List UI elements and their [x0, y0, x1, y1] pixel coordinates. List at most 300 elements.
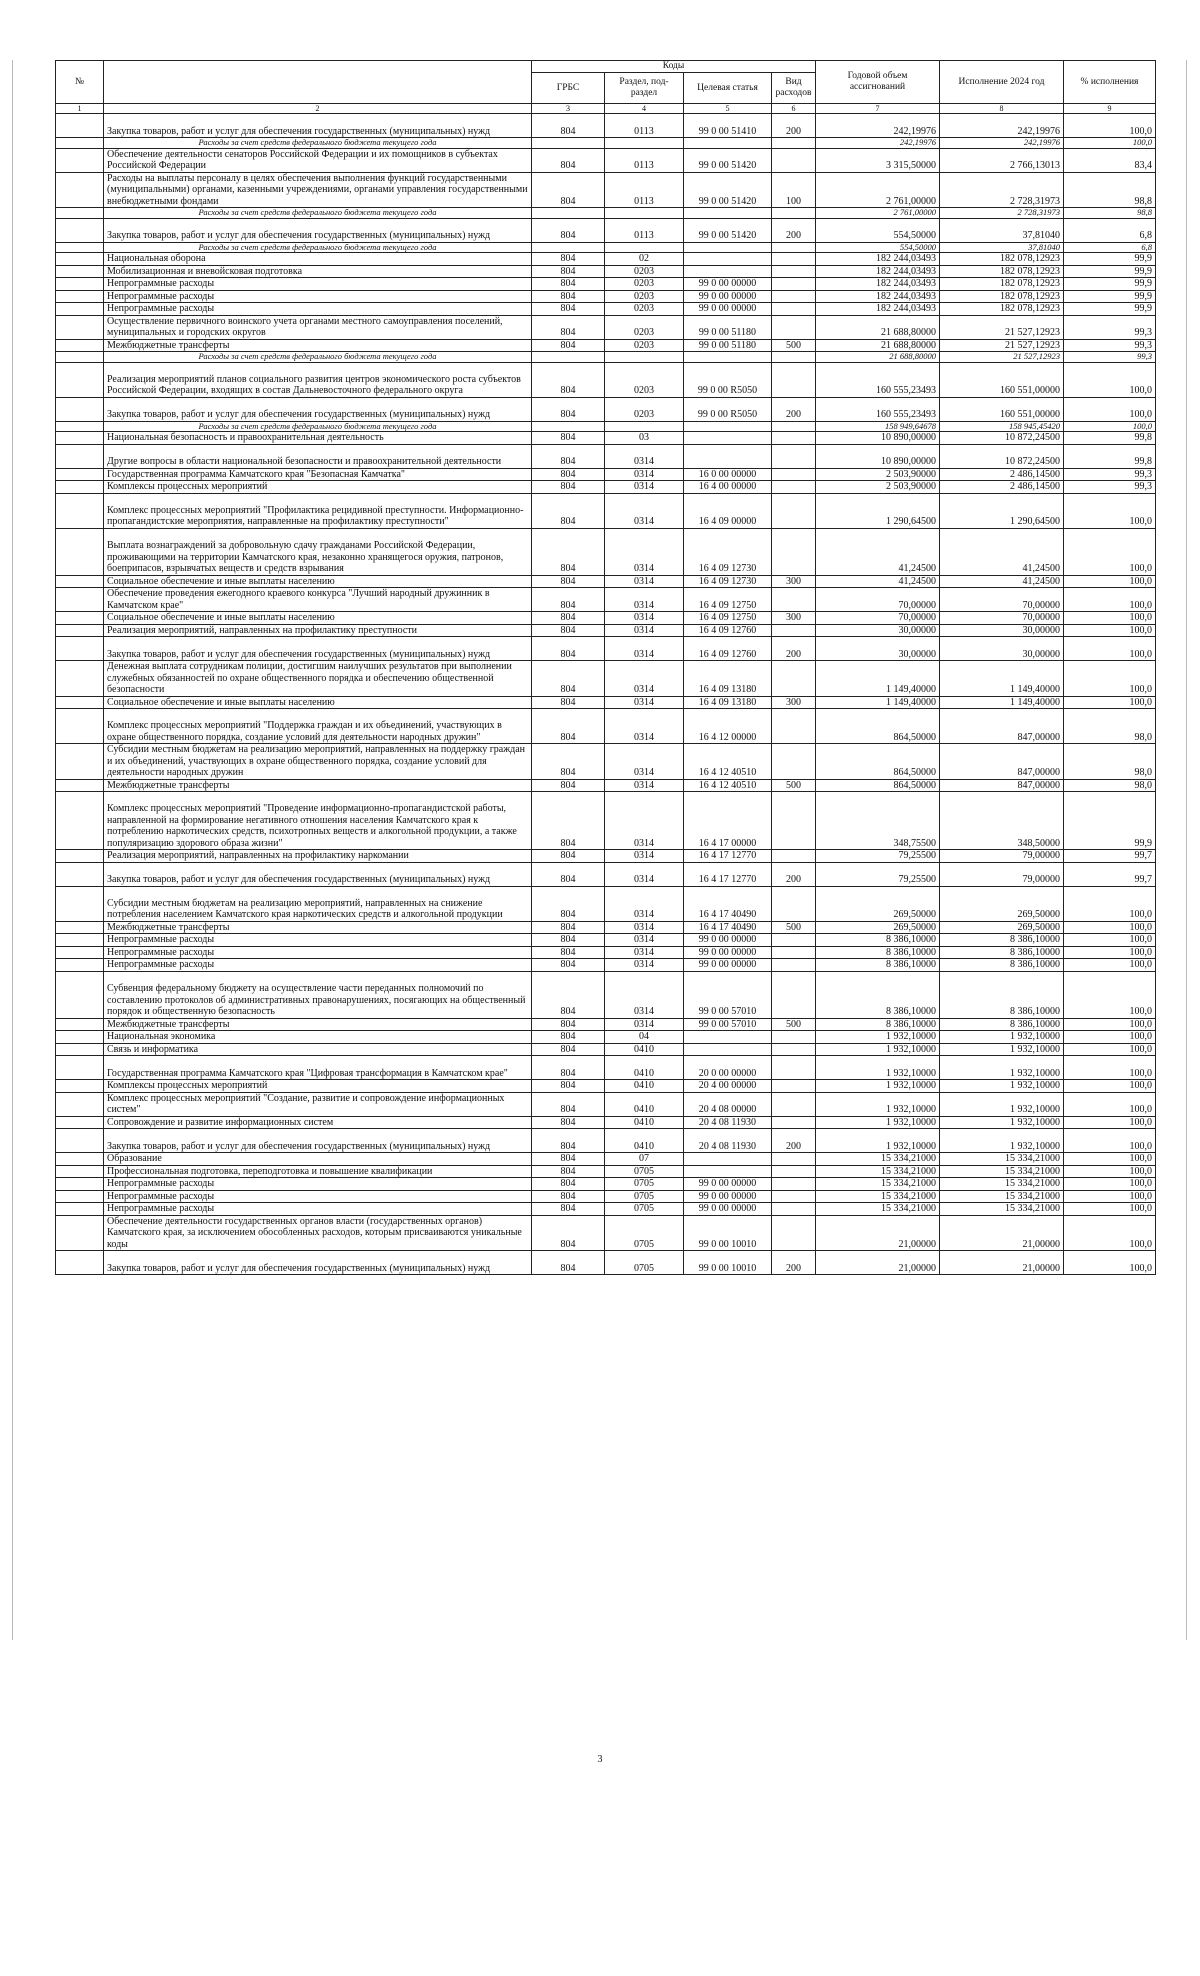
- table-row: [56, 1031, 1156, 1044]
- cell-expense-type: [772, 1165, 816, 1178]
- cell-expense-type: [772, 208, 816, 219]
- table-row: [56, 397, 1156, 421]
- cell-target-article: [684, 208, 772, 219]
- header-section: Раздел, под-раздел: [605, 73, 684, 104]
- cell-execution: 41,24500: [940, 528, 1064, 575]
- cell-section: 0314: [605, 1018, 684, 1031]
- table-row: [56, 339, 1156, 352]
- cell-number: [56, 612, 104, 625]
- cell-expense-type: [772, 1178, 816, 1191]
- cell-grbs: 804: [532, 339, 605, 352]
- cell-grbs: 804: [532, 1043, 605, 1056]
- cell-name: Закупка товаров, работ и услуг для обеспечения государственных (муниципальных) нужд: [104, 218, 532, 242]
- cell-execution: 847,00000: [940, 744, 1064, 780]
- cell-section: 0705: [605, 1203, 684, 1216]
- cell-grbs: 804: [532, 481, 605, 494]
- cell-number: [56, 779, 104, 792]
- cell-execution: 30,00000: [940, 637, 1064, 661]
- cell-expense-type: [772, 588, 816, 612]
- cell-expense-type: 100: [772, 172, 816, 208]
- cell-name: Социальное обеспечение и иные выплаты населению: [104, 612, 532, 625]
- table-row: [56, 946, 1156, 959]
- cell-percent: 100,0: [1064, 362, 1156, 397]
- cell-number: [56, 624, 104, 637]
- cell-target-article: 16 4 17 12770: [684, 862, 772, 886]
- cell-name: Социальное обеспечение и иные выплаты населению: [104, 575, 532, 588]
- cell-annual-volume: 8 386,10000: [816, 946, 940, 959]
- cell-expense-type: [772, 1092, 816, 1116]
- cell-number: [56, 1056, 104, 1080]
- cell-number: [56, 971, 104, 1018]
- cell-name: Профессиональная подготовка, переподготовка и повышение квалификации: [104, 1165, 532, 1178]
- cell-grbs: 804: [532, 792, 605, 850]
- cell-grbs: 804: [532, 265, 605, 278]
- cell-annual-volume: 15 334,21000: [816, 1190, 940, 1203]
- cell-name: Непрограммные расходы: [104, 278, 532, 291]
- cell-number: [56, 637, 104, 661]
- cell-target-article: 99 0 00 00000: [684, 290, 772, 303]
- cell-annual-volume: 1 932,10000: [816, 1129, 940, 1153]
- cell-annual-volume: 15 334,21000: [816, 1178, 940, 1191]
- cell-percent: 100,0: [1064, 421, 1156, 432]
- cell-annual-volume: 864,50000: [816, 709, 940, 744]
- cell-percent: 100,0: [1064, 971, 1156, 1018]
- cell-target-article: 99 0 00 51180: [684, 339, 772, 352]
- cell-grbs: 804: [532, 290, 605, 303]
- cell-grbs: 804: [532, 709, 605, 744]
- cell-percent: 100,0: [1064, 1215, 1156, 1251]
- cell-execution: 242,19976: [940, 114, 1064, 138]
- cell-percent: 100,0: [1064, 934, 1156, 947]
- cell-percent: 100,0: [1064, 921, 1156, 934]
- cell-percent: 100,0: [1064, 1080, 1156, 1093]
- cell-section: 04: [605, 1031, 684, 1044]
- table-row: [56, 444, 1156, 468]
- cell-grbs: 804: [532, 1251, 605, 1275]
- cell-section: 0203: [605, 339, 684, 352]
- cell-execution: 269,50000: [940, 921, 1064, 934]
- cell-target-article: 99 0 00 00000: [684, 946, 772, 959]
- cell-expense-type: [772, 481, 816, 494]
- cell-number: [56, 397, 104, 421]
- cell-grbs: 804: [532, 1129, 605, 1153]
- cell-number: [56, 1215, 104, 1251]
- cell-percent: 99,3: [1064, 315, 1156, 339]
- cell-execution: 21,00000: [940, 1251, 1064, 1275]
- cell-grbs: [532, 352, 605, 363]
- cell-expense-type: 200: [772, 637, 816, 661]
- cell-section: 0705: [605, 1251, 684, 1275]
- cell-name: Субвенция федеральному бюджету на осуществление части переданных полномочий по составлению протоколов об административных правонарушениях, посягающих на общественный порядок и общественную безопасность: [104, 971, 532, 1018]
- table-row: [56, 493, 1156, 528]
- cell-annual-volume: 1 932,10000: [816, 1043, 940, 1056]
- cell-percent: 99,3: [1064, 468, 1156, 481]
- cell-name: Комплекс процессных мероприятий "Создание, развитие и сопровождение информационных систем": [104, 1092, 532, 1116]
- cell-percent: 99,8: [1064, 432, 1156, 445]
- cell-grbs: [532, 421, 605, 432]
- cell-grbs: 804: [532, 114, 605, 138]
- cell-grbs: 804: [532, 661, 605, 697]
- cell-number: [56, 265, 104, 278]
- cell-grbs: 804: [532, 148, 605, 172]
- cell-expense-type: [772, 661, 816, 697]
- cell-execution: 21 527,12923: [940, 352, 1064, 363]
- cell-target-article: 16 4 17 00000: [684, 792, 772, 850]
- cell-grbs: 804: [532, 1190, 605, 1203]
- cell-execution: 41,24500: [940, 575, 1064, 588]
- cell-execution: 37,81040: [940, 242, 1064, 253]
- table-row: [56, 624, 1156, 637]
- table-row: [56, 315, 1156, 339]
- cell-target-article: 99 0 00 51420: [684, 218, 772, 242]
- cell-name: Межбюджетные трансферты: [104, 1018, 532, 1031]
- cell-expense-type: [772, 709, 816, 744]
- cell-percent: 99,9: [1064, 303, 1156, 316]
- table-row: [56, 709, 1156, 744]
- cell-expense-type: [772, 138, 816, 149]
- cell-target-article: 16 4 09 12760: [684, 637, 772, 661]
- table-row: [56, 362, 1156, 397]
- cell-execution: 182 078,12923: [940, 290, 1064, 303]
- cell-number: [56, 114, 104, 138]
- cell-number: [56, 218, 104, 242]
- table-row: [56, 1203, 1156, 1216]
- table-row: [56, 588, 1156, 612]
- cell-execution: 847,00000: [940, 779, 1064, 792]
- cell-execution: 15 334,21000: [940, 1165, 1064, 1178]
- table-row: [56, 862, 1156, 886]
- cell-number: [56, 444, 104, 468]
- cell-execution: 15 334,21000: [940, 1178, 1064, 1191]
- cell-annual-volume: 15 334,21000: [816, 1153, 940, 1166]
- cell-name: Непрограммные расходы: [104, 303, 532, 316]
- cell-percent: 100,0: [1064, 886, 1156, 921]
- cell-name: Закупка товаров, работ и услуг для обеспечения государственных (муниципальных) нужд: [104, 1251, 532, 1275]
- cell-target-article: 99 0 00 10010: [684, 1215, 772, 1251]
- cell-section: 0705: [605, 1190, 684, 1203]
- table-row: [56, 1215, 1156, 1251]
- cell-section: 0314: [605, 886, 684, 921]
- cell-number: [56, 339, 104, 352]
- cell-section: 0314: [605, 850, 684, 863]
- cell-target-article: [684, 1031, 772, 1044]
- cell-target-article: 16 4 17 40490: [684, 886, 772, 921]
- column-number: 9: [1064, 104, 1156, 114]
- cell-number: [56, 588, 104, 612]
- cell-expense-type: [772, 352, 816, 363]
- cell-target-article: 99 0 00 00000: [684, 303, 772, 316]
- cell-execution: 70,00000: [940, 588, 1064, 612]
- cell-number: [56, 1178, 104, 1191]
- table-row: [56, 218, 1156, 242]
- cell-execution: 2 486,14500: [940, 481, 1064, 494]
- cell-number: [56, 1080, 104, 1093]
- header-execution: Исполнение 2024 год: [940, 61, 1064, 104]
- table-row: [56, 468, 1156, 481]
- cell-number: [56, 315, 104, 339]
- cell-execution: 8 386,10000: [940, 934, 1064, 947]
- cell-expense-type: [772, 971, 816, 1018]
- cell-section: 0203: [605, 315, 684, 339]
- column-number: 6: [772, 104, 816, 114]
- cell-name: Сопровождение и развитие информационных систем: [104, 1116, 532, 1129]
- cell-number: [56, 1153, 104, 1166]
- table-row: [56, 172, 1156, 208]
- cell-name: Закупка товаров, работ и услуг для обеспечения государственных (муниципальных) нужд: [104, 397, 532, 421]
- cell-expense-type: 500: [772, 779, 816, 792]
- cell-name: Мобилизационная и вневойсковая подготовка: [104, 265, 532, 278]
- table-row: [56, 528, 1156, 575]
- cell-execution: 1 149,40000: [940, 696, 1064, 709]
- cell-expense-type: 200: [772, 862, 816, 886]
- cell-number: [56, 493, 104, 528]
- cell-target-article: [684, 444, 772, 468]
- cell-annual-volume: 21,00000: [816, 1251, 940, 1275]
- cell-execution: 15 334,21000: [940, 1190, 1064, 1203]
- cell-target-article: 16 4 12 00000: [684, 709, 772, 744]
- cell-expense-type: [772, 1043, 816, 1056]
- cell-execution: 1 932,10000: [940, 1129, 1064, 1153]
- cell-annual-volume: 269,50000: [816, 921, 940, 934]
- cell-number: [56, 696, 104, 709]
- cell-annual-volume: 242,19976: [816, 114, 940, 138]
- cell-target-article: 20 4 08 11930: [684, 1129, 772, 1153]
- cell-target-article: 99 0 00 00000: [684, 278, 772, 291]
- cell-percent: 100,0: [1064, 1165, 1156, 1178]
- cell-name: Реализация мероприятий, направленных на профилактику преступности: [104, 624, 532, 637]
- cell-section: 0314: [605, 612, 684, 625]
- cell-section: 0314: [605, 779, 684, 792]
- cell-grbs: [532, 208, 605, 219]
- cell-expense-type: [772, 362, 816, 397]
- cell-section: 0203: [605, 290, 684, 303]
- cell-expense-type: [772, 290, 816, 303]
- cell-number: [56, 862, 104, 886]
- cell-number: [56, 792, 104, 850]
- cell-percent: 100,0: [1064, 493, 1156, 528]
- cell-grbs: 804: [532, 444, 605, 468]
- cell-grbs: 804: [532, 744, 605, 780]
- cell-number: [56, 946, 104, 959]
- cell-percent: 99,9: [1064, 265, 1156, 278]
- cell-annual-volume: 8 386,10000: [816, 934, 940, 947]
- cell-grbs: 804: [532, 315, 605, 339]
- cell-target-article: [684, 138, 772, 149]
- cell-execution: 2 728,31973: [940, 172, 1064, 208]
- column-numbers-row: [56, 104, 1156, 114]
- cell-section: 03: [605, 432, 684, 445]
- cell-name: Комплекс процессных мероприятий "Профилактика рецидивной преступности. Информационно-пропагандистские мероприятия, направленные на профилактику преступности": [104, 493, 532, 528]
- cell-expense-type: 300: [772, 612, 816, 625]
- cell-execution: 2 486,14500: [940, 468, 1064, 481]
- cell-section: 0314: [605, 792, 684, 850]
- cell-section: 0113: [605, 172, 684, 208]
- cell-grbs: [532, 138, 605, 149]
- cell-execution: 8 386,10000: [940, 1018, 1064, 1031]
- cell-grbs: 804: [532, 1092, 605, 1116]
- cell-annual-volume: 1 932,10000: [816, 1092, 940, 1116]
- cell-number: [56, 886, 104, 921]
- cell-number: [56, 290, 104, 303]
- cell-annual-volume: 30,00000: [816, 637, 940, 661]
- cell-execution: 160 551,00000: [940, 362, 1064, 397]
- cell-number: [56, 148, 104, 172]
- cell-number: [56, 934, 104, 947]
- cell-number: [56, 1031, 104, 1044]
- column-number: 8: [940, 104, 1064, 114]
- cell-number: [56, 1165, 104, 1178]
- cell-percent: 100,0: [1064, 946, 1156, 959]
- header-name: [104, 61, 532, 104]
- cell-name: Непрограммные расходы: [104, 1178, 532, 1191]
- cell-target-article: 99 0 00 51420: [684, 172, 772, 208]
- table-row: [56, 1129, 1156, 1153]
- header-number: №: [56, 61, 104, 104]
- cell-annual-volume: 10 890,00000: [816, 444, 940, 468]
- cell-annual-volume: 158 949,64678: [816, 421, 940, 432]
- cell-name: Государственная программа Камчатского края "Безопасная Камчатка": [104, 468, 532, 481]
- cell-target-article: 16 4 09 12750: [684, 612, 772, 625]
- cell-target-article: 99 0 00 51410: [684, 114, 772, 138]
- cell-number: [56, 959, 104, 972]
- cell-target-article: 99 0 00 00000: [684, 1178, 772, 1191]
- table-row: [56, 575, 1156, 588]
- cell-number: [56, 172, 104, 208]
- cell-annual-volume: 70,00000: [816, 588, 940, 612]
- cell-target-article: [684, 253, 772, 266]
- cell-expense-type: [772, 1203, 816, 1216]
- cell-target-article: [684, 1165, 772, 1178]
- cell-percent: 99,9: [1064, 290, 1156, 303]
- cell-grbs: 804: [532, 1203, 605, 1216]
- scan-edge-right: [1186, 60, 1187, 1640]
- table-row: [56, 1080, 1156, 1093]
- cell-target-article: 99 0 00 57010: [684, 971, 772, 1018]
- cell-grbs: 804: [532, 1056, 605, 1080]
- header-expense-type: Вид расходов: [772, 73, 816, 104]
- cell-section: 07: [605, 1153, 684, 1166]
- cell-grbs: 804: [532, 218, 605, 242]
- cell-name: Закупка товаров, работ и услуг для обеспечения государственных (муниципальных) нужд: [104, 1129, 532, 1153]
- cell-grbs: 804: [532, 1080, 605, 1093]
- scan-edge-left: [12, 60, 13, 1640]
- cell-section: 0410: [605, 1116, 684, 1129]
- cell-percent: 99,9: [1064, 278, 1156, 291]
- cell-percent: 98,0: [1064, 744, 1156, 780]
- cell-expense-type: 500: [772, 339, 816, 352]
- cell-section: 0113: [605, 148, 684, 172]
- cell-section: 0410: [605, 1043, 684, 1056]
- cell-annual-volume: 864,50000: [816, 779, 940, 792]
- cell-name: Расходы за счет средств федерального бюджета текущего года: [104, 242, 532, 253]
- table-row: [56, 934, 1156, 947]
- cell-name: Непрограммные расходы: [104, 1190, 532, 1203]
- cell-expense-type: 200: [772, 1129, 816, 1153]
- cell-section: 0705: [605, 1178, 684, 1191]
- cell-grbs: 804: [532, 1178, 605, 1191]
- cell-percent: 100,0: [1064, 575, 1156, 588]
- cell-execution: 8 386,10000: [940, 959, 1064, 972]
- cell-grbs: 804: [532, 278, 605, 291]
- header-grbs: ГРБС: [532, 73, 605, 104]
- cell-expense-type: [772, 1215, 816, 1251]
- cell-number: [56, 1203, 104, 1216]
- table-row: [56, 303, 1156, 316]
- cell-execution: 70,00000: [940, 612, 1064, 625]
- table-row: [56, 1165, 1156, 1178]
- cell-name: Субсидии местным бюджетам на реализацию мероприятий, направленных на поддержку граждан и их объединений, участвующих в охране общественного порядка, создание условий для деятельности народных дружин: [104, 744, 532, 780]
- cell-expense-type: 500: [772, 921, 816, 934]
- cell-section: 0203: [605, 362, 684, 397]
- table-row: [56, 921, 1156, 934]
- cell-number: [56, 468, 104, 481]
- table-row: [56, 792, 1156, 850]
- cell-expense-type: 200: [772, 114, 816, 138]
- cell-number: [56, 528, 104, 575]
- cell-number: [56, 850, 104, 863]
- cell-section: 0410: [605, 1092, 684, 1116]
- table-row: [56, 661, 1156, 697]
- cell-number: [56, 1092, 104, 1116]
- cell-expense-type: [772, 315, 816, 339]
- cell-number: [56, 253, 104, 266]
- cell-target-article: 99 0 00 00000: [684, 959, 772, 972]
- cell-percent: 99,9: [1064, 253, 1156, 266]
- cell-percent: 6,8: [1064, 218, 1156, 242]
- cell-name: Расходы на выплаты персоналу в целях обеспечения выполнения функций государственными (муниципальными) органами, казенными учреждениями, органами управления государственными внебюджетными фондами: [104, 172, 532, 208]
- header-target-article: Целевая статья: [684, 73, 772, 104]
- cell-percent: 98,0: [1064, 779, 1156, 792]
- column-number: 5: [684, 104, 772, 114]
- cell-section: 0314: [605, 637, 684, 661]
- cell-target-article: 99 0 00 51420: [684, 148, 772, 172]
- cell-expense-type: [772, 432, 816, 445]
- cell-execution: 21 527,12923: [940, 339, 1064, 352]
- cell-expense-type: [772, 792, 816, 850]
- cell-number: [56, 1190, 104, 1203]
- cell-grbs: 804: [532, 637, 605, 661]
- cell-number: [56, 242, 104, 253]
- cell-grbs: 804: [532, 362, 605, 397]
- cell-annual-volume: 182 244,03493: [816, 265, 940, 278]
- cell-annual-volume: 1 932,10000: [816, 1056, 940, 1080]
- cell-annual-volume: 15 334,21000: [816, 1165, 940, 1178]
- cell-expense-type: [772, 946, 816, 959]
- cell-percent: 100,0: [1064, 1178, 1156, 1191]
- cell-execution: 158 945,45420: [940, 421, 1064, 432]
- cell-section: 0314: [605, 493, 684, 528]
- cell-number: [56, 303, 104, 316]
- cell-percent: 99,7: [1064, 862, 1156, 886]
- cell-section: 0705: [605, 1215, 684, 1251]
- table-row: [56, 1116, 1156, 1129]
- cell-grbs: 804: [532, 432, 605, 445]
- cell-section: [605, 138, 684, 149]
- cell-name: Другие вопросы в области национальной безопасности и правоохранительной деятельности: [104, 444, 532, 468]
- cell-percent: 100,0: [1064, 1203, 1156, 1216]
- cell-grbs: [532, 242, 605, 253]
- cell-expense-type: [772, 303, 816, 316]
- budget-execution-sheet: [55, 60, 1155, 1275]
- cell-percent: 100,0: [1064, 1056, 1156, 1080]
- cell-section: 0314: [605, 709, 684, 744]
- cell-name: Расходы за счет средств федерального бюджета текущего года: [104, 138, 532, 149]
- cell-target-article: 16 4 09 12730: [684, 575, 772, 588]
- cell-name: Осуществление первичного воинского учета органами местного самоуправления поселений, муниципальных и городских округов: [104, 315, 532, 339]
- table-row: [56, 612, 1156, 625]
- table-row: [56, 265, 1156, 278]
- cell-section: 0113: [605, 114, 684, 138]
